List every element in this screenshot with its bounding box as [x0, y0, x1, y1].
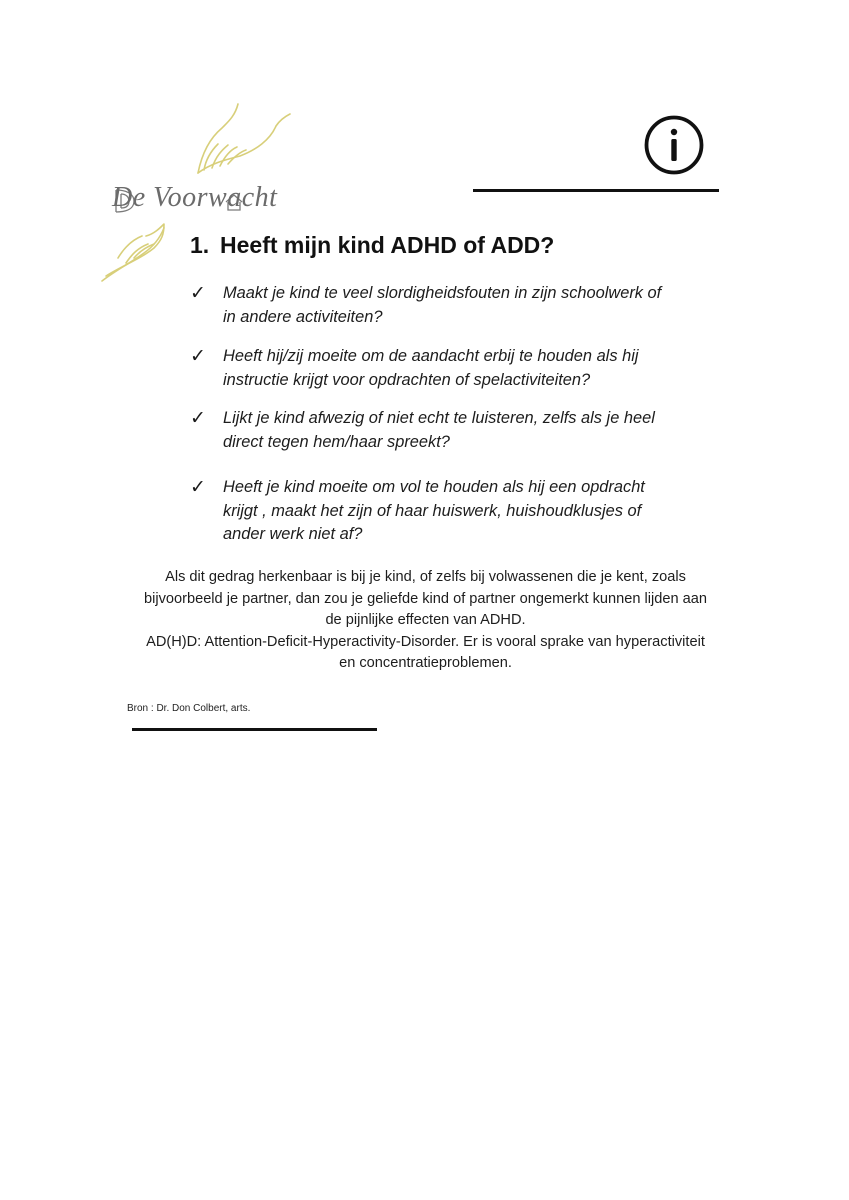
checkmark-icon: ✓	[190, 477, 206, 498]
checkmark-icon: ✓	[190, 283, 206, 304]
footer-divider	[132, 728, 377, 731]
info-icon	[643, 114, 705, 176]
explanation-line-1: Als dit gedrag herkenbaar is bij je kind, of zelfs bij volwassenen die je kent, zoals bijvoorbeeld je partner, dan zou je geliefde kind of partner ongemerkt kunnen lijden aan de pijnlijke effecten van ADHD.	[143, 569, 708, 628]
list-item-text: Heeft je kind moeite om vol te houden als hij een opdracht krijgt , maakt het zijn of haar huiswerk, huishoudklusjes of ander werk niet af?	[223, 478, 645, 543]
checkmark-icon: ✓	[190, 346, 206, 367]
heading-text: Heeft mijn kind ADHD of ADD?	[220, 232, 555, 258]
logo-wordmark: De Voorwacht	[112, 182, 278, 213]
list-item-text: Maakt je kind te veel slordigheidsfouten in zijn schoolwerk of in andere activiteiten?	[223, 284, 662, 326]
header-divider	[473, 189, 719, 192]
explanation-line-2: AD(H)D: Attention-Deficit-Hyperactivity-Disorder. Er is vooral sprake van hyperactiviteit en concentratieproblemen.	[146, 633, 705, 671]
list-item-text: Heeft hij/zij moeite om de aandacht erbij te houden als hij instructie krijgt voor opdrachten of spelactiviteiten?	[223, 347, 639, 389]
logo	[98, 98, 298, 288]
checkmark-icon: ✓	[190, 408, 206, 429]
list-item-text: Lijkt je kind afwezig of niet echt te luisteren, zelfs als je heel direct tegen hem/haar spreekt?	[223, 409, 655, 451]
source-citation: Bron : Dr. Don Colbert, arts.	[127, 703, 251, 714]
page-title	[190, 232, 554, 259]
explanation-paragraph	[138, 567, 713, 675]
heading-number: 1.	[190, 232, 210, 258]
